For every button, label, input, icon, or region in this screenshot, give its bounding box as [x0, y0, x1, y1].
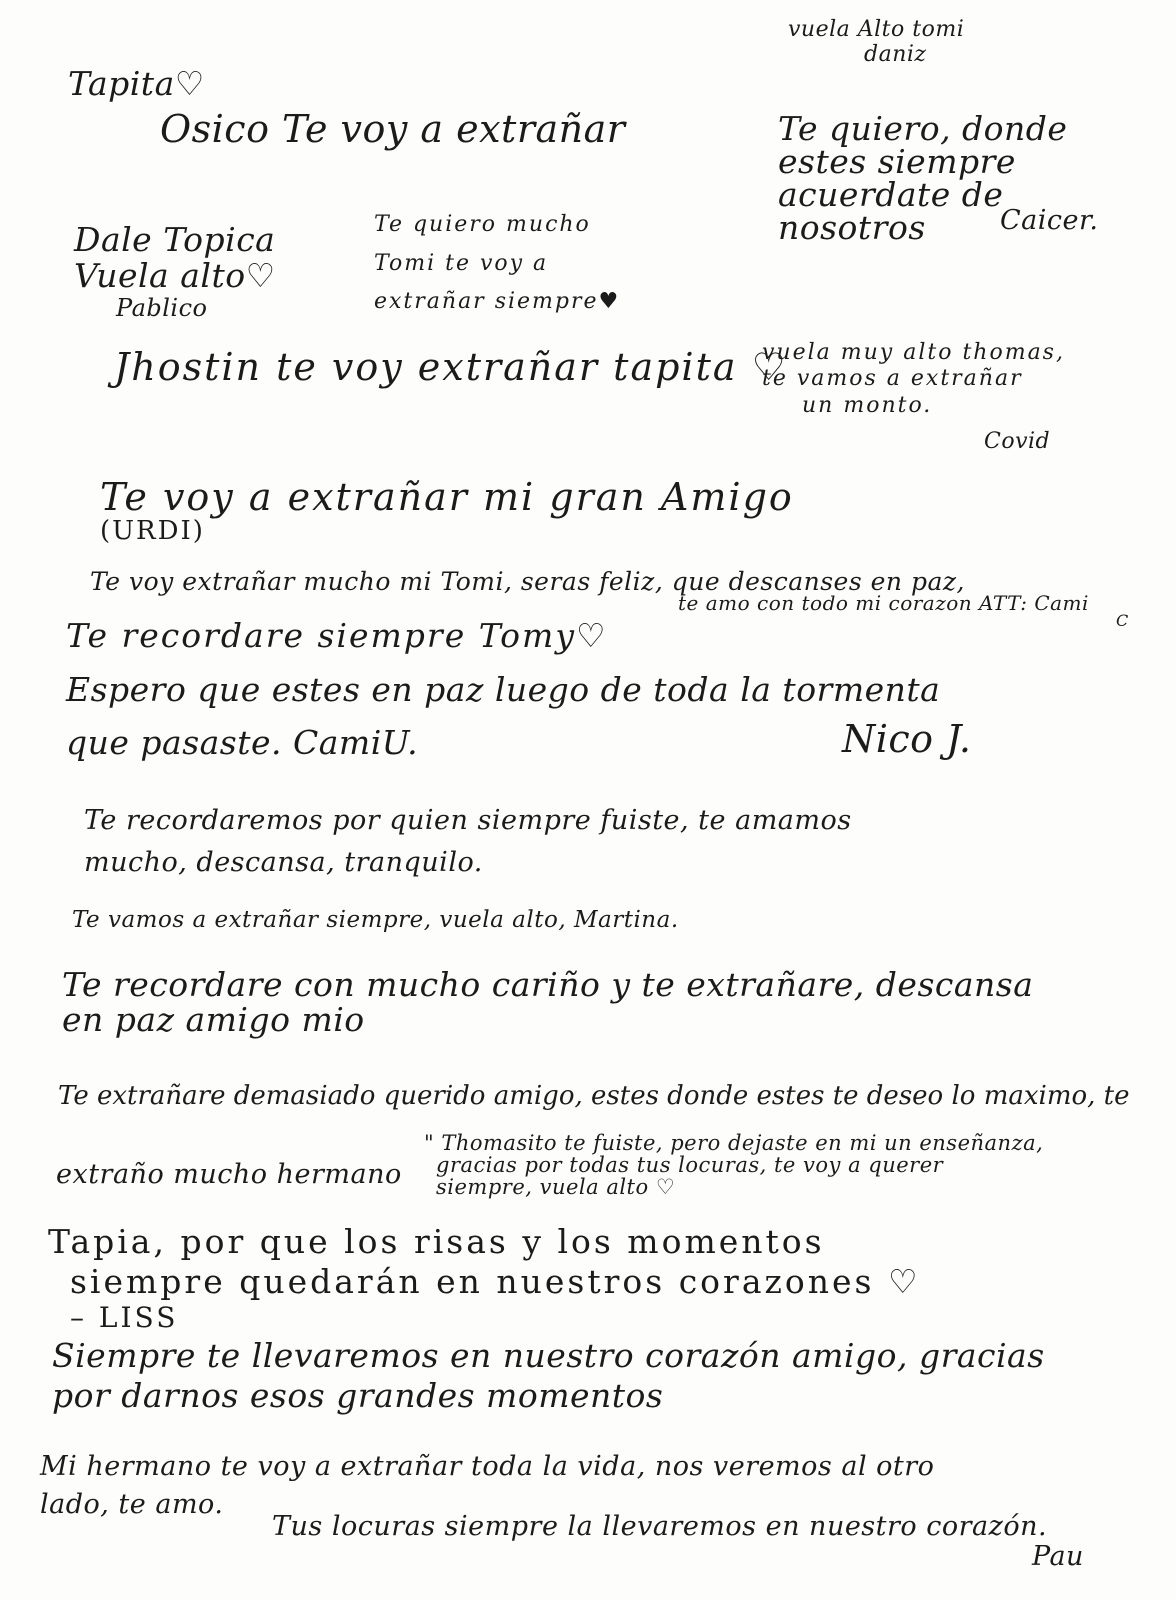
note-vuela-muy-alto-thomas: vuela muy alto thomas, te vamos a extrañar un monto.: [762, 340, 1065, 418]
note-thomasito: " Thomasito te fuiste, pero dejaste en mi un enseñanza, gracias por todas tus locuras, te voy a querer siempre, vuela alto ♡: [424, 1131, 1044, 1200]
note-mi-hermano: Mi hermano te voy a extrañar toda la vida, nos veremos al otro lado, te amo.: [40, 1451, 935, 1520]
note-te-recordaremos: Te recordaremos por quien siempre fuiste, te amamos mucho, descansa, tranquilo.: [84, 805, 852, 878]
note-te-amo-cami: te amo con todo mi corazon ATT: Cami C: [678, 591, 1129, 630]
note-espero-en-paz: Espero que estes en paz luego de toda la tormenta que pasaste. CamiU.: [66, 670, 941, 762]
note-te-quiero-mucho: Te quiero mucho Tomi te voy a extrañar siempre♥: [374, 212, 621, 314]
note-signature-covid: Covid: [984, 429, 1051, 454]
note-recordare-tomy: Te recordare siempre Tomy♡: [66, 616, 608, 655]
note-querido-amigo: Te extrañare demasiado querido amigo, estes donde estes te deseo lo maximo, te: [58, 1081, 1130, 1111]
note-con-mucho-carino: Te recordare con mucho cariño y te extrañare, descansa en paz amigo mio: [62, 965, 1034, 1039]
note-mi-tomi-seras-feliz: Te voy extrañar mucho mi Tomi, seras feliz, que descanses en paz,: [90, 567, 965, 596]
note-tapita: Tapita♡: [68, 64, 205, 103]
note-te-quiero-nosotros: Te quiero, donde estes siempre acuerdate de nosotros: [778, 109, 1068, 247]
note-signature-caicer: Caicer.: [1000, 205, 1099, 236]
note-martina: Te vamos a extrañar siempre, vuela alto, Martina.: [72, 907, 679, 933]
note-jhostin: Jhostin te voy extrañar tapita ♡: [114, 345, 788, 389]
note-tus-locuras-pau: Tus locuras siempre la llevaremos en nuestro corazón. Pau: [272, 1511, 1084, 1572]
note-gran-amigo-urdi: Te voy a extrañar mi gran Amigo (URDI): [100, 475, 794, 546]
note-dale-topica: Dale Topica Vuela alto♡ Pablico: [74, 220, 276, 322]
note-signature-nico: Nico J.: [842, 717, 972, 761]
note-vuela-alto-daniz: vuela Alto tomi daniz: [788, 17, 965, 67]
note-siempre-te-llevaremos: Siempre te llevaremos en nuestro corazón amigo, gracias por darnos esos grandes momentos: [52, 1336, 1045, 1415]
note-extrano-hermano: extraño mucho hermano: [56, 1159, 402, 1190]
note-tapia-liss: Tapia, por que los risas y los momentos siempre quedarán en nuestros corazones ♡ – LISS: [48, 1222, 921, 1335]
note-osico: Osico Te voy a extrañar: [160, 107, 626, 151]
